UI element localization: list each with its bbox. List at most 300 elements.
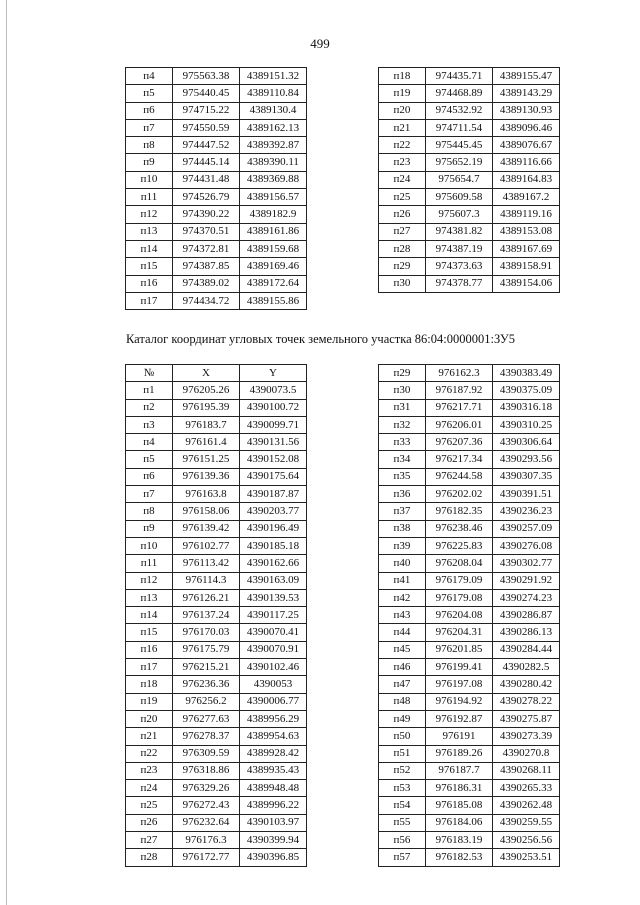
table-row — [379, 468, 560, 485]
y-coordinate: 4390282.5 — [493, 659, 560, 676]
point-name: п45 — [379, 641, 426, 658]
x-coordinate: 976139.42 — [173, 520, 240, 537]
x-coordinate: 974526.79 — [173, 189, 240, 206]
point-name: п11 — [126, 555, 173, 572]
scan-edge-line — [6, 0, 7, 905]
point-name: п44 — [379, 624, 426, 641]
point-name: п36 — [379, 486, 426, 503]
point-name: п14 — [126, 607, 173, 624]
point-name: п42 — [379, 589, 426, 606]
point-name: п8 — [126, 503, 173, 520]
point-name: п25 — [126, 797, 173, 814]
y-coordinate: 4390286.13 — [493, 624, 560, 641]
y-coordinate: 4390131.56 — [240, 434, 307, 451]
y-coordinate: 4390236.23 — [493, 503, 560, 520]
x-coordinate: 974532.92 — [426, 102, 493, 119]
x-coordinate: 975654.7 — [426, 171, 493, 188]
table-row — [379, 555, 560, 572]
point-name: п15 — [126, 624, 173, 641]
table-row — [126, 641, 307, 658]
x-coordinate: 976176.3 — [173, 832, 240, 849]
point-name: п7 — [126, 119, 173, 136]
y-coordinate: 4390302.77 — [493, 555, 560, 572]
y-coordinate: 4390152.08 — [240, 451, 307, 468]
table-row — [379, 451, 560, 468]
point-name: п24 — [126, 780, 173, 797]
header-x: X — [173, 365, 240, 382]
y-coordinate: 4389156.57 — [240, 189, 307, 206]
point-name: п57 — [379, 849, 426, 866]
table-row — [379, 399, 560, 416]
x-coordinate: 976179.09 — [426, 572, 493, 589]
point-name: п25 — [379, 189, 426, 206]
x-coordinate: 976217.71 — [426, 399, 493, 416]
catalog-title: Каталог координат угловых точек земельного участка 86:04:0000001:ЗУ5 — [126, 332, 516, 346]
point-name: п32 — [379, 416, 426, 433]
point-name: п55 — [379, 814, 426, 831]
table-row — [379, 572, 560, 589]
x-coordinate: 976187.92 — [426, 382, 493, 399]
table-row — [126, 240, 307, 257]
y-coordinate: 4389161.86 — [240, 223, 307, 240]
y-coordinate: 4390270.8 — [493, 745, 560, 762]
table-row — [126, 693, 307, 710]
table-row — [126, 520, 307, 537]
table-row — [126, 382, 307, 399]
x-coordinate: 976185.08 — [426, 797, 493, 814]
x-coordinate: 974711.54 — [426, 119, 493, 136]
table-row — [126, 102, 307, 119]
y-coordinate: 4389155.86 — [240, 292, 307, 309]
point-name: п12 — [126, 206, 173, 223]
point-name: п18 — [379, 68, 426, 85]
point-name: п35 — [379, 468, 426, 485]
table-row — [379, 832, 560, 849]
point-name: п30 — [379, 382, 426, 399]
header-y: Y — [240, 365, 307, 382]
y-coordinate: 4389162.13 — [240, 119, 307, 136]
point-name: п40 — [379, 555, 426, 572]
table-row — [126, 434, 307, 451]
table-row — [379, 206, 560, 223]
x-coordinate: 976201.85 — [426, 641, 493, 658]
header-number: № — [126, 365, 173, 382]
y-coordinate: 4390253.51 — [493, 849, 560, 866]
y-coordinate: 4390306.64 — [493, 434, 560, 451]
table-row — [379, 762, 560, 779]
table-row — [126, 468, 307, 485]
y-coordinate: 4390070.41 — [240, 624, 307, 641]
y-coordinate: 4390275.87 — [493, 710, 560, 727]
x-coordinate: 976204.08 — [426, 607, 493, 624]
point-name: п47 — [379, 676, 426, 693]
y-coordinate: 4389392.87 — [240, 137, 307, 154]
point-name: п5 — [126, 85, 173, 102]
coordinates-table-1 — [125, 67, 307, 310]
table-row — [379, 275, 560, 292]
y-coordinate: 4389956.29 — [240, 710, 307, 727]
x-coordinate: 976206.01 — [426, 416, 493, 433]
x-coordinate: 976244.58 — [426, 468, 493, 485]
point-name: п51 — [379, 745, 426, 762]
x-coordinate: 976184.06 — [426, 814, 493, 831]
y-coordinate: 4389169.46 — [240, 258, 307, 275]
point-name: п23 — [126, 762, 173, 779]
point-name: п34 — [379, 451, 426, 468]
x-coordinate: 976137.24 — [173, 607, 240, 624]
point-name: п29 — [379, 258, 426, 275]
x-coordinate: 976158.06 — [173, 503, 240, 520]
x-coordinate: 975609.58 — [426, 189, 493, 206]
point-name: п16 — [126, 275, 173, 292]
point-name: п21 — [379, 119, 426, 136]
coordinates-table-2 — [378, 67, 560, 293]
table-row — [379, 780, 560, 797]
table-row — [379, 171, 560, 188]
table-row — [379, 728, 560, 745]
point-name: п16 — [126, 641, 173, 658]
y-coordinate: 4390396.85 — [240, 849, 307, 866]
point-name: п28 — [126, 849, 173, 866]
y-coordinate: 4389182.9 — [240, 206, 307, 223]
x-coordinate: 976114.3 — [173, 572, 240, 589]
y-coordinate: 4390257.09 — [493, 520, 560, 537]
table-row — [126, 258, 307, 275]
point-name: п6 — [126, 468, 173, 485]
point-name: п56 — [379, 832, 426, 849]
x-coordinate: 974389.02 — [173, 275, 240, 292]
point-name: п46 — [379, 659, 426, 676]
table-row — [379, 240, 560, 257]
point-name: п49 — [379, 710, 426, 727]
y-coordinate: 4389996.22 — [240, 797, 307, 814]
table-row — [379, 85, 560, 102]
x-coordinate: 976202.02 — [426, 486, 493, 503]
y-coordinate: 4390291.92 — [493, 572, 560, 589]
point-name: п4 — [126, 434, 173, 451]
point-name: п9 — [126, 154, 173, 171]
y-coordinate: 4390286.87 — [493, 607, 560, 624]
x-coordinate: 974373.63 — [426, 258, 493, 275]
x-coordinate: 976204.31 — [426, 624, 493, 641]
y-coordinate: 4389110.84 — [240, 85, 307, 102]
y-coordinate: 4390268.11 — [493, 762, 560, 779]
table-row — [126, 537, 307, 554]
point-name: п18 — [126, 676, 173, 693]
x-coordinate: 976102.77 — [173, 537, 240, 554]
table-row — [126, 206, 307, 223]
point-name: п22 — [379, 137, 426, 154]
y-coordinate: 4389948.48 — [240, 780, 307, 797]
point-name: п52 — [379, 762, 426, 779]
point-name: п15 — [126, 258, 173, 275]
y-coordinate: 4389928.42 — [240, 745, 307, 762]
y-coordinate: 4390278.22 — [493, 693, 560, 710]
table-row — [126, 814, 307, 831]
point-name: п41 — [379, 572, 426, 589]
point-name: п7 — [126, 486, 173, 503]
y-coordinate: 4390280.42 — [493, 676, 560, 693]
point-name: п28 — [379, 240, 426, 257]
x-coordinate: 976187.7 — [426, 762, 493, 779]
table-row — [126, 832, 307, 849]
point-name: п43 — [379, 607, 426, 624]
x-coordinate: 976215.21 — [173, 659, 240, 676]
table-row — [126, 710, 307, 727]
point-name: п8 — [126, 137, 173, 154]
point-name: п9 — [126, 520, 173, 537]
point-name: п13 — [126, 223, 173, 240]
y-coordinate: 4390262.48 — [493, 797, 560, 814]
x-coordinate: 976256.2 — [173, 693, 240, 710]
point-name: п20 — [379, 102, 426, 119]
y-coordinate: 4389369.88 — [240, 171, 307, 188]
y-coordinate: 4390053 — [240, 676, 307, 693]
y-coordinate: 4390276.08 — [493, 537, 560, 554]
y-coordinate: 4389151.32 — [240, 68, 307, 85]
x-coordinate: 976183.19 — [426, 832, 493, 849]
table-row — [126, 849, 307, 866]
x-coordinate: 974381.82 — [426, 223, 493, 240]
x-coordinate: 976172.77 — [173, 849, 240, 866]
y-coordinate: 4390256.56 — [493, 832, 560, 849]
x-coordinate: 976191 — [426, 728, 493, 745]
point-name: п20 — [126, 710, 173, 727]
x-coordinate: 974378.77 — [426, 275, 493, 292]
point-name: п27 — [379, 223, 426, 240]
x-coordinate: 974468.89 — [426, 85, 493, 102]
x-coordinate: 974445.14 — [173, 154, 240, 171]
point-name: п54 — [379, 797, 426, 814]
y-coordinate: 4390259.55 — [493, 814, 560, 831]
table-row — [126, 762, 307, 779]
x-coordinate: 976194.92 — [426, 693, 493, 710]
x-coordinate: 974550.59 — [173, 119, 240, 136]
point-name: п17 — [126, 659, 173, 676]
point-name: п17 — [126, 292, 173, 309]
table-header-row — [126, 365, 307, 382]
table-row — [379, 68, 560, 85]
y-coordinate: 4390187.87 — [240, 486, 307, 503]
x-coordinate: 976189.26 — [426, 745, 493, 762]
y-coordinate: 4390163.09 — [240, 572, 307, 589]
y-coordinate: 4389116.66 — [493, 154, 560, 171]
y-coordinate: 4390265.33 — [493, 780, 560, 797]
y-coordinate: 4390375.09 — [493, 382, 560, 399]
table-row — [126, 589, 307, 606]
x-coordinate: 975563.38 — [173, 68, 240, 85]
y-coordinate: 4389143.29 — [493, 85, 560, 102]
y-coordinate: 4389096.46 — [493, 119, 560, 136]
table-row — [379, 693, 560, 710]
x-coordinate: 974387.19 — [426, 240, 493, 257]
y-coordinate: 4390203.77 — [240, 503, 307, 520]
x-coordinate: 976205.26 — [173, 382, 240, 399]
point-name: п13 — [126, 589, 173, 606]
x-coordinate: 976192.87 — [426, 710, 493, 727]
x-coordinate: 976162.3 — [426, 365, 493, 382]
x-coordinate: 976207.36 — [426, 434, 493, 451]
y-coordinate: 4390284.44 — [493, 641, 560, 658]
table-row — [126, 119, 307, 136]
x-coordinate: 976232.64 — [173, 814, 240, 831]
y-coordinate: 4390100.72 — [240, 399, 307, 416]
x-coordinate: 974715.22 — [173, 102, 240, 119]
y-coordinate: 4389076.67 — [493, 137, 560, 154]
x-coordinate: 976199.41 — [426, 659, 493, 676]
table-row — [379, 537, 560, 554]
point-name: п23 — [379, 154, 426, 171]
table-row — [126, 68, 307, 85]
y-coordinate: 4390162.66 — [240, 555, 307, 572]
point-name: п48 — [379, 693, 426, 710]
point-name: п3 — [126, 416, 173, 433]
table-row — [126, 624, 307, 641]
y-coordinate: 4389130.93 — [493, 102, 560, 119]
point-name: п30 — [379, 275, 426, 292]
table-row — [126, 607, 307, 624]
table-row — [126, 555, 307, 572]
table-row — [126, 223, 307, 240]
point-name: п26 — [126, 814, 173, 831]
point-name: п6 — [126, 102, 173, 119]
point-name: п10 — [126, 537, 173, 554]
x-coordinate: 976208.04 — [426, 555, 493, 572]
table-row — [126, 189, 307, 206]
x-coordinate: 976186.31 — [426, 780, 493, 797]
table-row — [126, 780, 307, 797]
page-number: 499 — [310, 36, 330, 51]
x-coordinate: 976179.08 — [426, 589, 493, 606]
table-row — [126, 451, 307, 468]
x-coordinate: 976183.7 — [173, 416, 240, 433]
x-coordinate: 975440.45 — [173, 85, 240, 102]
table-row — [379, 102, 560, 119]
point-name: п31 — [379, 399, 426, 416]
y-coordinate: 4389153.08 — [493, 223, 560, 240]
point-name: п22 — [126, 745, 173, 762]
y-coordinate: 4390139.53 — [240, 589, 307, 606]
table-row — [126, 416, 307, 433]
y-coordinate: 4390117.25 — [240, 607, 307, 624]
x-coordinate: 975607.3 — [426, 206, 493, 223]
y-coordinate: 4390274.23 — [493, 589, 560, 606]
point-name: п19 — [126, 693, 173, 710]
x-coordinate: 976225.83 — [426, 537, 493, 554]
table-row — [126, 503, 307, 520]
point-name: п14 — [126, 240, 173, 257]
y-coordinate: 4390175.64 — [240, 468, 307, 485]
point-name: п38 — [379, 520, 426, 537]
table-row — [126, 85, 307, 102]
y-coordinate: 4390307.35 — [493, 468, 560, 485]
table-row — [379, 434, 560, 451]
table-row — [379, 486, 560, 503]
x-coordinate: 976197.08 — [426, 676, 493, 693]
x-coordinate: 976272.43 — [173, 797, 240, 814]
y-coordinate: 4389159.68 — [240, 240, 307, 257]
table-row — [379, 624, 560, 641]
x-coordinate: 976182.53 — [426, 849, 493, 866]
point-name: п5 — [126, 451, 173, 468]
table-row — [379, 676, 560, 693]
x-coordinate: 974447.52 — [173, 137, 240, 154]
table-row — [126, 399, 307, 416]
table-row — [379, 119, 560, 136]
table-row — [379, 365, 560, 382]
table-row — [126, 797, 307, 814]
y-coordinate: 4390073.5 — [240, 382, 307, 399]
x-coordinate: 976163.8 — [173, 486, 240, 503]
point-name: п21 — [126, 728, 173, 745]
table-row — [126, 154, 307, 171]
y-coordinate: 4390070.91 — [240, 641, 307, 658]
table-row — [379, 520, 560, 537]
table-row — [126, 659, 307, 676]
x-coordinate: 976151.25 — [173, 451, 240, 468]
y-coordinate: 4390196.49 — [240, 520, 307, 537]
y-coordinate: 4389154.06 — [493, 275, 560, 292]
table-row — [126, 572, 307, 589]
table-row — [379, 797, 560, 814]
y-coordinate: 4389954.63 — [240, 728, 307, 745]
point-name: п1 — [126, 382, 173, 399]
y-coordinate: 4390310.25 — [493, 416, 560, 433]
y-coordinate: 4390099.71 — [240, 416, 307, 433]
x-coordinate: 976139.36 — [173, 468, 240, 485]
point-name: п50 — [379, 728, 426, 745]
x-coordinate: 976238.46 — [426, 520, 493, 537]
point-name: п37 — [379, 503, 426, 520]
table-row — [379, 258, 560, 275]
x-coordinate: 976175.79 — [173, 641, 240, 658]
y-coordinate: 4389935.43 — [240, 762, 307, 779]
x-coordinate: 976161.4 — [173, 434, 240, 451]
y-coordinate: 4390006.77 — [240, 693, 307, 710]
x-coordinate: 976195.39 — [173, 399, 240, 416]
table-row — [126, 676, 307, 693]
x-coordinate: 976329.26 — [173, 780, 240, 797]
y-coordinate: 4389390.11 — [240, 154, 307, 171]
table-row — [126, 745, 307, 762]
x-coordinate: 976126.21 — [173, 589, 240, 606]
y-coordinate: 4390399.94 — [240, 832, 307, 849]
point-name: п33 — [379, 434, 426, 451]
point-name: п10 — [126, 171, 173, 188]
y-coordinate: 4389172.64 — [240, 275, 307, 292]
table-row — [379, 710, 560, 727]
x-coordinate: 974434.72 — [173, 292, 240, 309]
table-row — [379, 416, 560, 433]
table-row — [126, 171, 307, 188]
y-coordinate: 4390185.18 — [240, 537, 307, 554]
point-name: п26 — [379, 206, 426, 223]
table-row — [126, 486, 307, 503]
y-coordinate: 4390273.39 — [493, 728, 560, 745]
table-row — [379, 641, 560, 658]
y-coordinate: 4390102.46 — [240, 659, 307, 676]
point-name: п12 — [126, 572, 173, 589]
x-coordinate: 976277.63 — [173, 710, 240, 727]
table-row — [379, 503, 560, 520]
x-coordinate: 974390.22 — [173, 206, 240, 223]
y-coordinate: 4389119.16 — [493, 206, 560, 223]
x-coordinate: 976182.35 — [426, 503, 493, 520]
table-row — [379, 382, 560, 399]
point-name: п53 — [379, 780, 426, 797]
point-name: п4 — [126, 68, 173, 85]
x-coordinate: 976318.86 — [173, 762, 240, 779]
